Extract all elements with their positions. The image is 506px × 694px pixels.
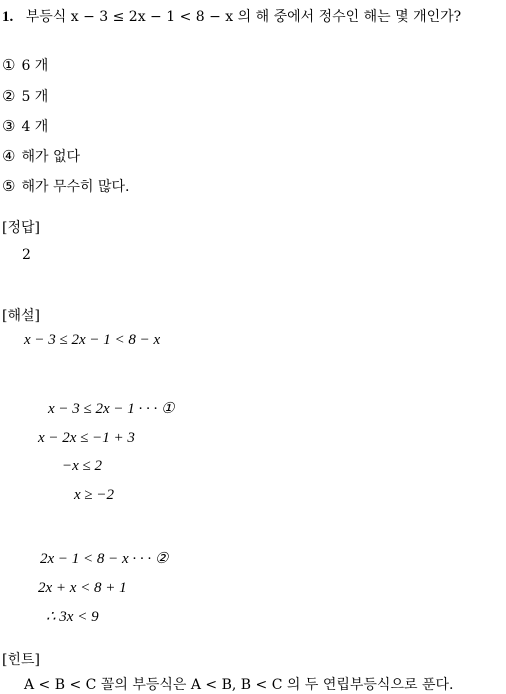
answer-value: 2 — [22, 247, 31, 263]
option-text: 해가 무수히 많다. — [21, 179, 130, 195]
option-1[interactable] — [2, 56, 48, 75]
answer-label: [정답] — [2, 220, 40, 236]
option-4[interactable] — [2, 147, 80, 166]
step-2-2: 2x + x < 8 + 1 — [38, 580, 127, 596]
hint-text: A < B < C 꼴의 부등식은 A < B, B < C 의 두 연립부등식으로 푼다. — [24, 677, 454, 693]
option-3[interactable] — [2, 117, 48, 136]
option-marker: ③ — [2, 117, 16, 135]
option-marker: ④ — [2, 147, 16, 165]
step-1-1: x − 3 ≤ 2x − 1 · · · ① — [48, 401, 175, 417]
step-1-3: −x ≤ 2 — [62, 458, 103, 474]
explanation-label: [해설] — [2, 308, 40, 324]
option-text: 해가 없다 — [21, 149, 80, 165]
question-text: 부등식 x − 3 ≤ 2x − 1 < 8 − x 의 해 중에서 정수인 해는 몇 개인가? — [25, 9, 462, 25]
option-text: 6 개 — [21, 58, 49, 74]
option-text: 5 개 — [21, 89, 49, 105]
option-2[interactable] — [2, 87, 48, 106]
step-2-1: 2x − 1 < 8 − x · · · ② — [40, 551, 169, 567]
question-number: 1. — [2, 9, 14, 25]
option-marker: ① — [2, 56, 16, 74]
step-2-3: ∴ 3x < 9 — [46, 609, 99, 625]
question-line — [2, 8, 461, 26]
option-5[interactable] — [2, 177, 129, 196]
hint-label: [힌트] — [2, 652, 40, 668]
option-marker: ⑤ — [2, 177, 16, 195]
step-1-4: x ≥ −2 — [74, 487, 115, 503]
step-1-2: x − 2x ≤ −1 + 3 — [38, 430, 135, 446]
option-text: 4 개 — [21, 119, 49, 135]
option-marker: ② — [2, 87, 16, 105]
explanation-inequality: x − 3 ≤ 2x − 1 < 8 − x — [24, 332, 161, 348]
